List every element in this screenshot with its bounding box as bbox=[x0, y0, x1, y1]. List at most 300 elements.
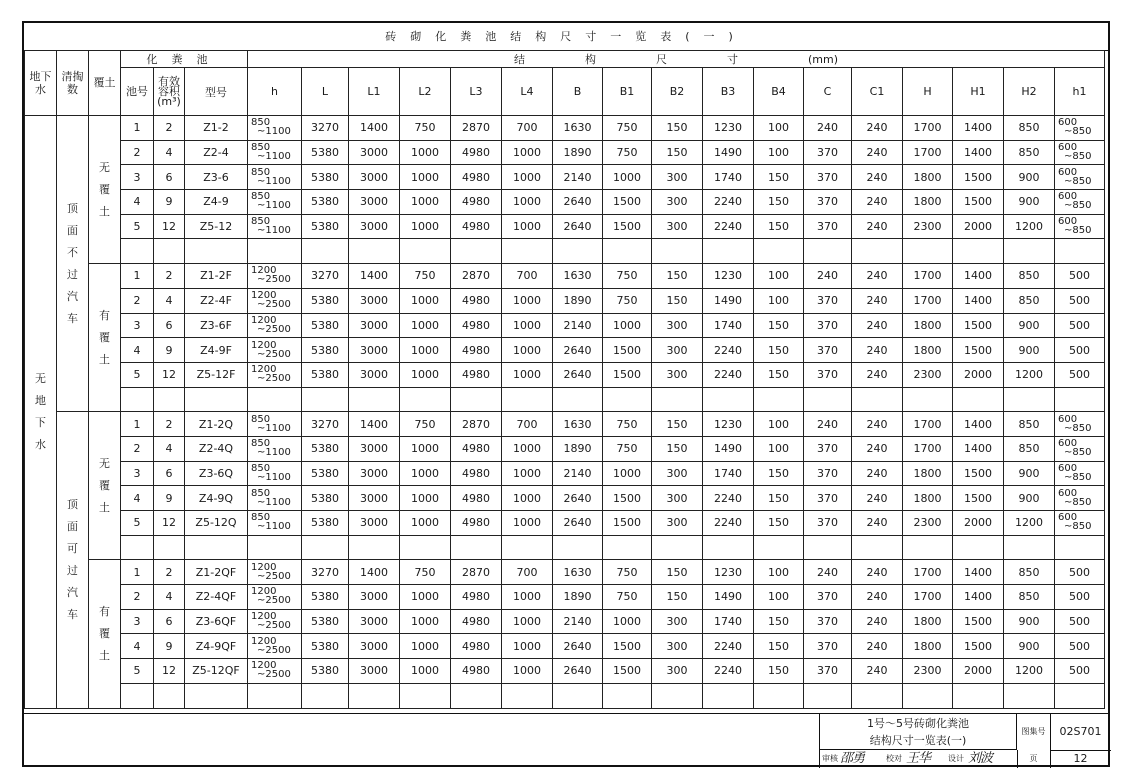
value-cell: 2 bbox=[121, 288, 154, 313]
value-cell: 4 bbox=[154, 585, 185, 610]
value-cell: 1400 bbox=[953, 116, 1004, 141]
value-cell: 3000 bbox=[349, 140, 400, 165]
traffic-condition: 顶面不过汽车 bbox=[57, 116, 89, 412]
range-value: 1200 ~2500 bbox=[251, 290, 291, 311]
structure-dims-label: 结构尺寸 bbox=[513, 53, 798, 66]
value-cell: 1700 bbox=[903, 140, 953, 165]
value-cell: 240 bbox=[852, 288, 903, 313]
model-cell: Z2-4Q bbox=[185, 436, 248, 461]
dim-header-h1: H1 bbox=[953, 68, 1004, 116]
empty-cell bbox=[154, 535, 185, 560]
empty-cell bbox=[248, 239, 302, 264]
value-cell: 2870 bbox=[451, 116, 502, 141]
range-value: 600 ~850 bbox=[1058, 512, 1092, 533]
value-cell: 1230 bbox=[703, 264, 754, 289]
empty-cell bbox=[903, 683, 953, 708]
empty-cell bbox=[903, 239, 953, 264]
value-cell: 1000 bbox=[400, 140, 451, 165]
title-block bbox=[819, 714, 1111, 768]
value-cell: 240 bbox=[852, 560, 903, 585]
value-cell: 2 bbox=[154, 412, 185, 437]
value-cell: 1200 bbox=[1004, 511, 1055, 536]
value-cell: 1500 bbox=[953, 461, 1004, 486]
groundwater-value: 无地下水 bbox=[25, 116, 57, 709]
empty-cell bbox=[302, 239, 349, 264]
value-cell: 300 bbox=[652, 313, 703, 338]
value-cell: 1490 bbox=[703, 436, 754, 461]
header-row bbox=[25, 68, 1105, 116]
value-cell: 750 bbox=[400, 264, 451, 289]
dim-header-b3: B3 bbox=[703, 68, 754, 116]
model-cell: Z3-6 bbox=[185, 165, 248, 190]
h1-range-cell bbox=[1055, 412, 1105, 437]
value-cell: 2000 bbox=[953, 659, 1004, 684]
value-cell: 1490 bbox=[703, 140, 754, 165]
value-cell: 2 bbox=[121, 140, 154, 165]
empty-cell bbox=[185, 387, 248, 412]
value-cell: 240 bbox=[852, 140, 903, 165]
value-cell: 240 bbox=[852, 116, 903, 141]
value-cell: 1000 bbox=[603, 165, 652, 190]
empty-cell bbox=[1004, 535, 1055, 560]
value-cell: 240 bbox=[852, 412, 903, 437]
sheet-title: 砖砌化粪池结构尺寸一览表(一) bbox=[24, 23, 1108, 51]
range-value: 1200 ~2500 bbox=[251, 586, 291, 607]
value-cell: 300 bbox=[652, 362, 703, 387]
value-cell: 750 bbox=[603, 585, 652, 610]
value-cell: 4980 bbox=[451, 585, 502, 610]
value-cell: 1740 bbox=[703, 165, 754, 190]
value-cell: 5380 bbox=[302, 190, 349, 215]
empty-cell bbox=[1055, 239, 1105, 264]
value-cell: 12 bbox=[154, 362, 185, 387]
value-cell: 370 bbox=[804, 362, 852, 387]
empty-cell bbox=[451, 683, 502, 708]
model-cell: Z4-9Q bbox=[185, 486, 248, 511]
dimension-table bbox=[24, 50, 1105, 709]
value-cell: 150 bbox=[754, 511, 804, 536]
value-cell: 2300 bbox=[903, 362, 953, 387]
spacer-row bbox=[25, 387, 1105, 412]
h-range-cell bbox=[248, 313, 302, 338]
value-cell: 850 bbox=[1004, 585, 1055, 610]
value-cell: 1000 bbox=[400, 461, 451, 486]
spacer-row bbox=[25, 535, 1105, 560]
value-cell: 240 bbox=[852, 338, 903, 363]
value-cell: 2240 bbox=[703, 511, 754, 536]
value-cell: 370 bbox=[804, 288, 852, 313]
value-cell: 850 bbox=[1004, 264, 1055, 289]
table-row bbox=[25, 511, 1105, 536]
cover-soil-value: 有覆土 bbox=[89, 560, 121, 708]
cover-soil-value: 无覆土 bbox=[89, 116, 121, 264]
value-cell: 1400 bbox=[953, 412, 1004, 437]
value-cell: 1400 bbox=[349, 264, 400, 289]
value-cell: 1400 bbox=[953, 288, 1004, 313]
value-cell: 1400 bbox=[349, 412, 400, 437]
value-cell: 1890 bbox=[553, 140, 603, 165]
dim-header-c1: C1 bbox=[852, 68, 903, 116]
empty-cell bbox=[248, 683, 302, 708]
value-cell: 370 bbox=[804, 486, 852, 511]
h1-range-cell bbox=[1055, 190, 1105, 215]
value-cell: 300 bbox=[652, 338, 703, 363]
value-cell: 2140 bbox=[553, 609, 603, 634]
empty-cell bbox=[953, 387, 1004, 412]
h-range-cell bbox=[248, 116, 302, 141]
empty-cell bbox=[903, 535, 953, 560]
table-row bbox=[25, 116, 1105, 141]
h-range-cell bbox=[248, 609, 302, 634]
range-value: 850 ~1100 bbox=[251, 117, 291, 138]
value-cell: 5380 bbox=[302, 511, 349, 536]
range-value: 600 ~850 bbox=[1058, 462, 1092, 483]
value-cell: 12 bbox=[154, 214, 185, 239]
value-cell: 2640 bbox=[553, 338, 603, 363]
empty-cell bbox=[953, 239, 1004, 264]
page-number: 12 bbox=[1073, 752, 1088, 765]
model-cell: Z3-6F bbox=[185, 313, 248, 338]
empty-cell bbox=[349, 535, 400, 560]
value-cell: 4980 bbox=[451, 659, 502, 684]
value-cell: 370 bbox=[804, 140, 852, 165]
empty-cell bbox=[953, 535, 1004, 560]
h-range-cell bbox=[248, 461, 302, 486]
range-value: 600 ~850 bbox=[1058, 438, 1092, 459]
value-cell: 100 bbox=[754, 560, 804, 585]
model-cell: Z5-12Q bbox=[185, 511, 248, 536]
value-cell: 2140 bbox=[553, 313, 603, 338]
traffic-condition: 顶面可过汽车 bbox=[57, 412, 89, 708]
value-cell: 1000 bbox=[603, 461, 652, 486]
value-cell: 700 bbox=[502, 116, 553, 141]
value-cell: 3 bbox=[121, 609, 154, 634]
value-cell: 1740 bbox=[703, 609, 754, 634]
h-range-cell bbox=[248, 585, 302, 610]
value-cell: 1000 bbox=[400, 436, 451, 461]
value-cell: 1500 bbox=[953, 486, 1004, 511]
groundwater-header: 地下水 bbox=[25, 51, 57, 116]
value-cell: 4980 bbox=[451, 338, 502, 363]
empty-cell bbox=[1055, 535, 1105, 560]
dim-header-c: C bbox=[804, 68, 852, 116]
value-cell: 150 bbox=[652, 140, 703, 165]
h-range-cell bbox=[248, 634, 302, 659]
value-cell: 370 bbox=[804, 436, 852, 461]
value-cell: 1500 bbox=[953, 338, 1004, 363]
spacer-row bbox=[25, 239, 1105, 264]
value-cell: 6 bbox=[154, 313, 185, 338]
signature-row bbox=[820, 750, 1018, 768]
empty-cell bbox=[154, 683, 185, 708]
h-range-cell bbox=[248, 288, 302, 313]
value-cell: 850 bbox=[1004, 116, 1055, 141]
empty-cell bbox=[185, 683, 248, 708]
value-cell: 5380 bbox=[302, 659, 349, 684]
value-cell: 750 bbox=[400, 560, 451, 585]
value-cell: 150 bbox=[754, 190, 804, 215]
value-cell: 150 bbox=[652, 264, 703, 289]
value-cell: 300 bbox=[652, 486, 703, 511]
range-value: 1200 ~2500 bbox=[251, 660, 291, 681]
dim-header-h1: h1 bbox=[1055, 68, 1105, 116]
model-cell: Z5-12QF bbox=[185, 659, 248, 684]
value-cell: 240 bbox=[852, 511, 903, 536]
range-value: 1200 ~2500 bbox=[251, 561, 291, 582]
h-range-cell bbox=[248, 436, 302, 461]
h1-range-cell bbox=[1055, 116, 1105, 141]
value-cell: 3000 bbox=[349, 288, 400, 313]
value-cell: 5380 bbox=[302, 165, 349, 190]
value-cell: 1800 bbox=[903, 609, 953, 634]
h1-range-cell bbox=[1055, 511, 1105, 536]
value-cell: 240 bbox=[804, 412, 852, 437]
h-range-cell bbox=[248, 264, 302, 289]
empty-cell bbox=[248, 387, 302, 412]
empty-cell bbox=[652, 683, 703, 708]
value-cell: 1000 bbox=[400, 214, 451, 239]
value-cell: 300 bbox=[652, 609, 703, 634]
value-cell: 4 bbox=[121, 338, 154, 363]
value-cell: 5 bbox=[121, 511, 154, 536]
value-cell: 1000 bbox=[400, 659, 451, 684]
value-cell: 240 bbox=[852, 214, 903, 239]
range-value: 600 ~850 bbox=[1058, 117, 1092, 138]
value-cell: 1000 bbox=[502, 338, 553, 363]
value-cell: 5 bbox=[121, 659, 154, 684]
range-value: 850 ~1100 bbox=[251, 487, 291, 508]
structure-dims-header bbox=[248, 51, 1105, 68]
table-row bbox=[25, 338, 1105, 363]
value-cell: 1800 bbox=[903, 165, 953, 190]
value-cell: 500 bbox=[1055, 338, 1105, 363]
empty-cell bbox=[121, 683, 154, 708]
value-cell: 3000 bbox=[349, 165, 400, 190]
value-cell: 1500 bbox=[603, 634, 652, 659]
value-cell: 1500 bbox=[953, 609, 1004, 634]
value-cell: 240 bbox=[804, 264, 852, 289]
range-value: 850 ~1100 bbox=[251, 216, 291, 237]
value-cell: 150 bbox=[754, 362, 804, 387]
value-cell: 6 bbox=[154, 461, 185, 486]
value-cell: 100 bbox=[754, 140, 804, 165]
value-cell: 1230 bbox=[703, 560, 754, 585]
dim-header-l4: L4 bbox=[502, 68, 553, 116]
volume-header: 有效容积(m³) bbox=[154, 68, 185, 116]
model-cell: Z1-2F bbox=[185, 264, 248, 289]
value-cell: 3000 bbox=[349, 436, 400, 461]
value-cell: 150 bbox=[652, 560, 703, 585]
value-cell: 1800 bbox=[903, 313, 953, 338]
table-row bbox=[25, 486, 1105, 511]
value-cell: 2240 bbox=[703, 659, 754, 684]
value-cell: 1000 bbox=[400, 609, 451, 634]
value-cell: 1000 bbox=[400, 486, 451, 511]
value-cell: 5 bbox=[121, 362, 154, 387]
value-cell: 750 bbox=[603, 560, 652, 585]
value-cell: 1000 bbox=[603, 609, 652, 634]
empty-cell bbox=[754, 239, 804, 264]
h-range-cell bbox=[248, 560, 302, 585]
value-cell: 100 bbox=[754, 264, 804, 289]
value-cell: 750 bbox=[603, 288, 652, 313]
value-cell: 4980 bbox=[451, 288, 502, 313]
value-cell: 1400 bbox=[953, 264, 1004, 289]
h1-range-cell bbox=[1055, 140, 1105, 165]
empty-cell bbox=[603, 239, 652, 264]
value-cell: 3000 bbox=[349, 313, 400, 338]
value-cell: 1000 bbox=[400, 585, 451, 610]
cover-soil-header: 覆土 bbox=[89, 51, 121, 116]
value-cell: 2640 bbox=[553, 659, 603, 684]
value-cell: 4980 bbox=[451, 190, 502, 215]
model-cell: Z1-2Q bbox=[185, 412, 248, 437]
empty-cell bbox=[302, 387, 349, 412]
value-cell: 750 bbox=[603, 412, 652, 437]
cover-soil-value: 无覆土 bbox=[89, 412, 121, 560]
dim-header-l1: L1 bbox=[349, 68, 400, 116]
value-cell: 370 bbox=[804, 511, 852, 536]
value-cell: 240 bbox=[852, 585, 903, 610]
value-cell: 3 bbox=[121, 461, 154, 486]
value-cell: 300 bbox=[652, 634, 703, 659]
value-cell: 1 bbox=[121, 264, 154, 289]
value-cell: 4980 bbox=[451, 165, 502, 190]
value-cell: 1200 bbox=[1004, 362, 1055, 387]
value-cell: 1800 bbox=[903, 338, 953, 363]
value-cell: 3270 bbox=[302, 116, 349, 141]
h-range-cell bbox=[248, 190, 302, 215]
dim-header-l: L bbox=[302, 68, 349, 116]
footer bbox=[24, 713, 1108, 768]
value-cell: 1000 bbox=[502, 436, 553, 461]
table-row bbox=[25, 609, 1105, 634]
value-cell: 240 bbox=[852, 362, 903, 387]
value-cell: 100 bbox=[754, 436, 804, 461]
value-cell: 370 bbox=[804, 313, 852, 338]
value-cell: 4980 bbox=[451, 362, 502, 387]
empty-cell bbox=[553, 387, 603, 412]
value-cell: 240 bbox=[852, 313, 903, 338]
value-cell: 1700 bbox=[903, 116, 953, 141]
value-cell: 750 bbox=[400, 412, 451, 437]
value-cell: 2640 bbox=[553, 511, 603, 536]
value-cell: 5380 bbox=[302, 461, 349, 486]
value-cell: 240 bbox=[852, 634, 903, 659]
value-cell: 1000 bbox=[400, 288, 451, 313]
dim-header-h: H bbox=[903, 68, 953, 116]
value-cell: 1000 bbox=[400, 313, 451, 338]
table-row bbox=[25, 288, 1105, 313]
value-cell: 4980 bbox=[451, 140, 502, 165]
table-row bbox=[25, 585, 1105, 610]
empty-cell bbox=[652, 535, 703, 560]
dim-header-h: h bbox=[248, 68, 302, 116]
table-row bbox=[25, 165, 1105, 190]
dim-header-b: B bbox=[553, 68, 603, 116]
value-cell: 2000 bbox=[953, 362, 1004, 387]
value-cell: 1490 bbox=[703, 585, 754, 610]
value-cell: 4 bbox=[121, 486, 154, 511]
value-cell: 500 bbox=[1055, 634, 1105, 659]
tank-group-header: 化粪池 bbox=[121, 51, 248, 68]
empty-cell bbox=[703, 683, 754, 708]
model-cell: Z5-12 bbox=[185, 214, 248, 239]
model-cell: Z1-2 bbox=[185, 116, 248, 141]
empty-cell bbox=[121, 387, 154, 412]
value-cell: 12 bbox=[154, 511, 185, 536]
table-row bbox=[25, 412, 1105, 437]
model-cell: Z4-9QF bbox=[185, 634, 248, 659]
value-cell: 4 bbox=[154, 288, 185, 313]
range-value: 600 ~850 bbox=[1058, 413, 1092, 434]
value-cell: 1500 bbox=[603, 362, 652, 387]
value-cell: 2300 bbox=[903, 214, 953, 239]
value-cell: 240 bbox=[852, 436, 903, 461]
model-cell: Z4-9 bbox=[185, 190, 248, 215]
value-cell: 1400 bbox=[953, 436, 1004, 461]
value-cell: 150 bbox=[754, 313, 804, 338]
value-cell: 300 bbox=[652, 165, 703, 190]
value-cell: 1800 bbox=[903, 190, 953, 215]
value-cell: 4 bbox=[154, 140, 185, 165]
range-value: 850 ~1100 bbox=[251, 191, 291, 212]
value-cell: 5380 bbox=[302, 585, 349, 610]
empty-cell bbox=[349, 387, 400, 412]
value-cell: 1500 bbox=[603, 659, 652, 684]
h-range-cell bbox=[248, 659, 302, 684]
h-range-cell bbox=[248, 511, 302, 536]
value-cell: 500 bbox=[1055, 288, 1105, 313]
value-cell: 500 bbox=[1055, 659, 1105, 684]
value-cell: 240 bbox=[852, 461, 903, 486]
value-cell: 9 bbox=[154, 486, 185, 511]
value-cell: 300 bbox=[652, 461, 703, 486]
empty-cell bbox=[400, 535, 451, 560]
table-row bbox=[25, 313, 1105, 338]
range-value: 600 ~850 bbox=[1058, 487, 1092, 508]
empty-cell bbox=[121, 535, 154, 560]
table-row bbox=[25, 461, 1105, 486]
empty-cell bbox=[1055, 387, 1105, 412]
value-cell: 2000 bbox=[953, 214, 1004, 239]
value-cell: 1800 bbox=[903, 461, 953, 486]
empty-cell bbox=[953, 683, 1004, 708]
value-cell: 1400 bbox=[953, 585, 1004, 610]
value-cell: 1500 bbox=[603, 338, 652, 363]
empty-cell bbox=[502, 683, 553, 708]
value-cell: 2640 bbox=[553, 634, 603, 659]
value-cell: 1000 bbox=[502, 362, 553, 387]
value-cell: 1000 bbox=[400, 362, 451, 387]
value-cell: 150 bbox=[652, 412, 703, 437]
value-cell: 1 bbox=[121, 116, 154, 141]
value-cell: 3000 bbox=[349, 609, 400, 634]
value-cell: 150 bbox=[754, 461, 804, 486]
value-cell: 300 bbox=[652, 659, 703, 684]
value-cell: 1000 bbox=[400, 165, 451, 190]
value-cell: 850 bbox=[1004, 288, 1055, 313]
value-cell: 5380 bbox=[302, 288, 349, 313]
empty-cell bbox=[804, 535, 852, 560]
value-cell: 2 bbox=[154, 560, 185, 585]
value-cell: 900 bbox=[1004, 486, 1055, 511]
empty-cell bbox=[154, 239, 185, 264]
value-cell: 900 bbox=[1004, 190, 1055, 215]
h-range-cell bbox=[248, 362, 302, 387]
value-cell: 1890 bbox=[553, 585, 603, 610]
value-cell: 4980 bbox=[451, 436, 502, 461]
